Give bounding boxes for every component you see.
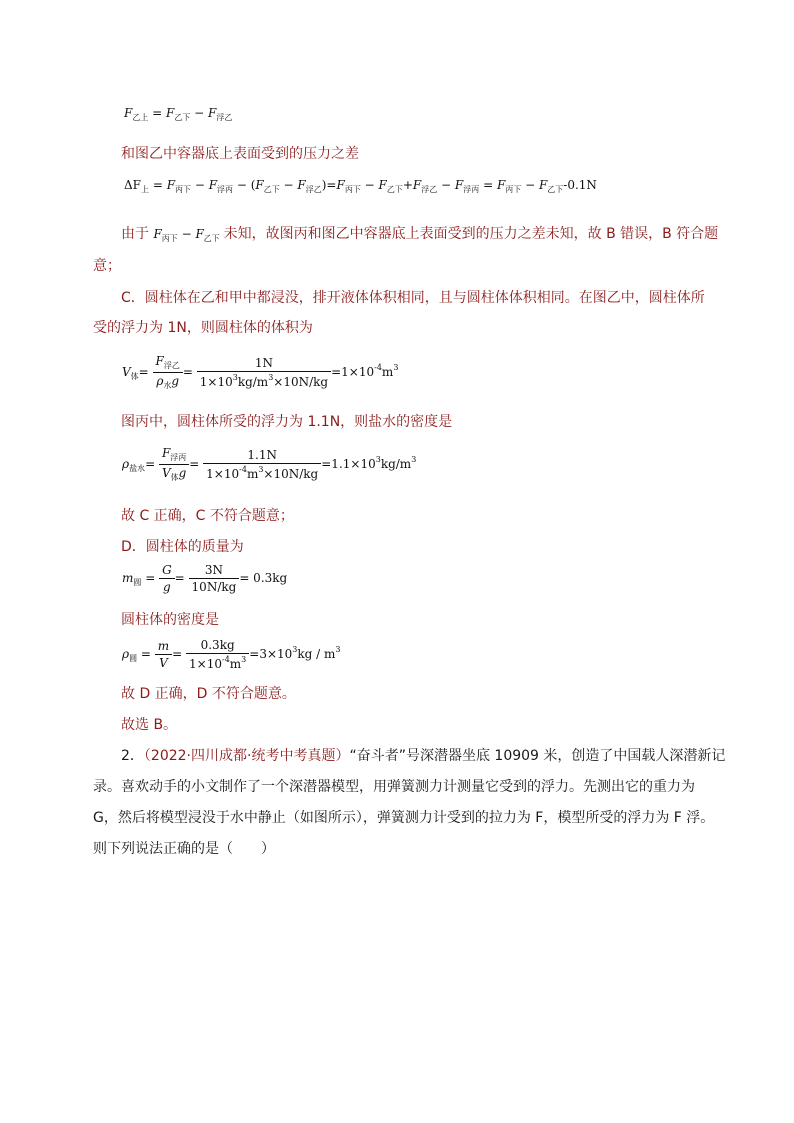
fraction-volume-values: $\frac{1N}{1\times 10^3kg/m^3\times 10N/kg}$ [197, 356, 331, 389]
fraction-density-values: $\frac{1.1N}{1\times 10^{-4}m^3\times 10N/kg}$ [203, 448, 321, 481]
formula-f-upper-yi: $F_{乙上} = F_{乙下} - F_{浮乙}$ [124, 106, 233, 122]
question-2-line2: 录。喜欢动手的小文制作了一个深潜器模型，用弹簧测力计测量它受到的浮力。先测出它的重力为 [93, 779, 695, 795]
fraction-g-over-g: $\frac{G}{g}$ [159, 563, 175, 594]
formula-volume: $V_体=$ $\frac{F_{浮乙}}{\rho_水g}$ = $\frac{1N}{1\times 10^3kg/m^3\times 10N/kg}$ $=1\times 10^{-4}m^3$ [122, 354, 399, 390]
formula-delta-f: $\Delta F_上 = F_{丙下} - F_{浮丙} - (F_{乙下} - F_{浮乙})=F_{丙下} - F_{乙下}+F_{浮乙} - F_{浮丙} = F_{丙下} - F_{乙下}-0.1N$ [124, 178, 597, 194]
formula-salt-water-density: $\rho_{盐水}=$ $\frac{F_{浮丙}}{V_体g}$ = $\frac{1.1N}{1\times 10^{-4}m^3\times 10N/kg}$ $=1.1\times 10^3kg/m^3$ [122, 446, 417, 482]
text-yi: 意； [93, 258, 121, 274]
fraction-m-over-v: $\frac{m}{V}$ [155, 639, 172, 670]
question-2-line4: 则下列说法正确的是（ ） [93, 841, 275, 857]
question-2-line3: G，然后将模型浸没于水中静止（如图所示），弹簧测力计受到的拉力为 F，模型所受的浮力为 F 浮。 [93, 810, 715, 826]
text-option-c-line1: C．圆柱体在乙和甲中都浸没，排开液体体积相同，且与圆柱体体积相同。在图乙中，圆柱体所 [121, 290, 705, 306]
text-d-correct: 故 D 正确，D 不符合题意。 [121, 686, 296, 702]
fraction-buoyancy-over-rho-g: $\frac{F_{浮乙}}{\rho_水g}$ [153, 354, 183, 391]
text-answer-b: 故选 B。 [121, 717, 178, 733]
text-c-correct: 故 C 正确，C 不符合题意； [121, 508, 294, 524]
text-option-d: D．圆柱体的质量为 [121, 539, 244, 555]
question-2-line1: 2．（2022·四川成都·统考中考真题）“奋斗者”号深潜器坐底 10909 米，创造了中国载人深潜新记 [121, 748, 726, 764]
fraction-buoyancy-over-vg: $\frac{F_{浮丙}}{V_体g}$ [159, 446, 189, 483]
text-since-unknown: 由于 $F_{丙下} - F_{乙下}$ 未知，故图丙和图乙中容器底上表面受到的压力之差未知，故 B 错误，B 符合题 [121, 226, 719, 243]
question-source: （2022·四川成都·统考中考真题） [143, 748, 350, 764]
formula-cylinder-density: $\rho_圆$ = $\frac{m}{V}$ = $\frac{0.3kg}{1\times 10^{-4}m^3}$ $=3\times 10^3kg / m^3$ [122, 638, 341, 671]
formula-mass: $m_圆$ = $\frac{G}{g}$ = $\frac{3N}{10N/kg}$ = 0.3kg [122, 563, 288, 594]
text-cylinder-density-intro: 圆柱体的密度是 [121, 612, 219, 628]
fraction-cylinder-density-values: $\frac{0.3kg}{1\times 10^{-4}m^3}$ [186, 638, 249, 671]
fraction-mass-values: $\frac{3N}{10N/kg}$ [189, 563, 240, 594]
text-salt-water-density-intro: 图丙中，圆柱体所受的浮力为 1.1N，则盐水的密度是 [121, 414, 453, 430]
text-pressure-diff-intro: 和图乙中容器底上表面受到的压力之差 [121, 146, 359, 162]
text-option-c-line2: 受的浮力为 1N，则圆柱体的体积为 [93, 320, 313, 336]
